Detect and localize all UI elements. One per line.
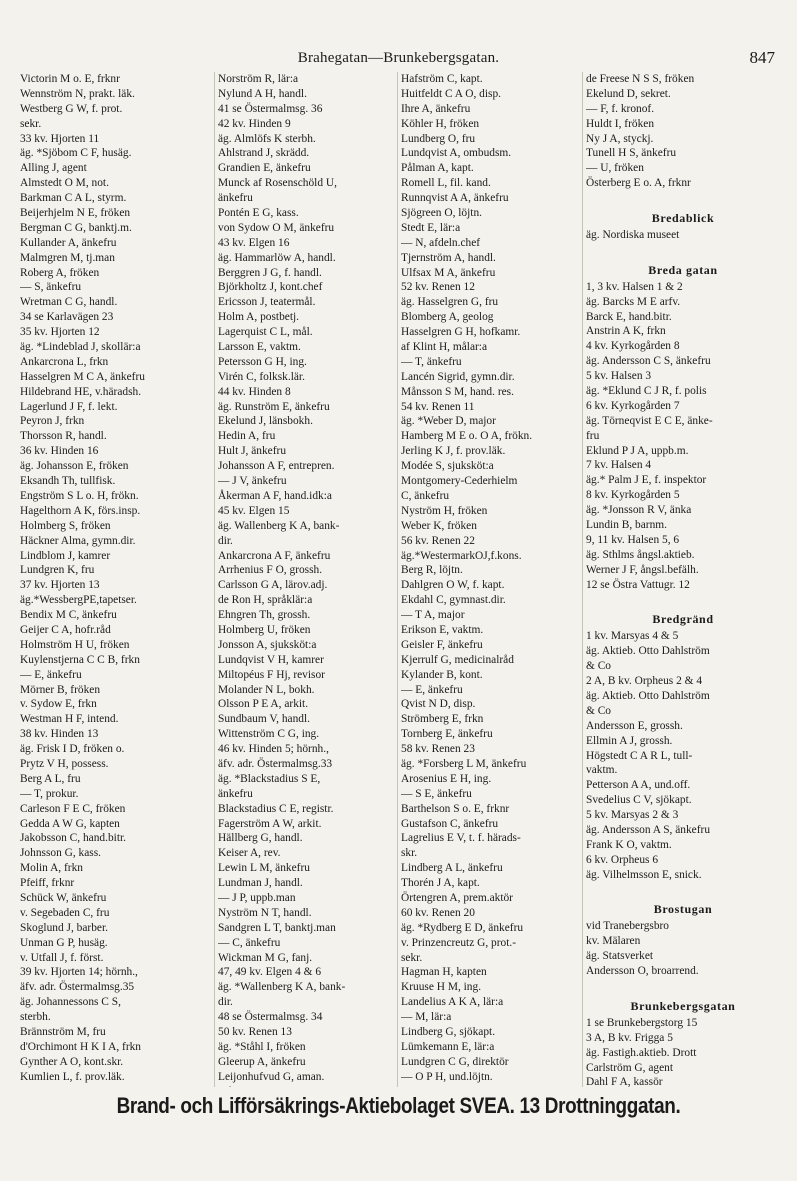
directory-entry: äfv. adr. Östermalmsg.33 xyxy=(218,757,333,770)
directory-entry: Beijerhjelm N E, fröken xyxy=(20,207,131,220)
directory-entry: Munck af Rosenschöld U, xyxy=(218,177,337,190)
column-divider xyxy=(397,72,398,1087)
directory-entry: Lagerlund J F, f. lekt. xyxy=(20,400,118,413)
directory-entry: Berggren J G, f. handl. xyxy=(218,266,322,279)
directory-entry: — T, änkefru xyxy=(401,355,462,368)
directory-entry: Pontén E G, kass. xyxy=(218,207,299,220)
directory-entry: kv. Mälaren xyxy=(586,935,641,948)
directory-entry: 35 kv. Hjorten 12 xyxy=(20,326,100,339)
directory-entry: äg. Andersson C S, änkefru xyxy=(586,355,711,368)
directory-entry: Barck E, hand.bitr. xyxy=(586,310,672,323)
directory-entry: äg.*WessbergPE,tapetser. xyxy=(20,594,137,607)
directory-entry: Blackstadius C E, registr. xyxy=(218,802,334,815)
directory-entry: äg. *Sjöbom C F, husäg. xyxy=(20,147,132,160)
directory-entry: Geisler F, änkefru xyxy=(401,638,483,651)
directory-entry: Prytz V H, possess. xyxy=(20,757,109,770)
directory-entry: 34 se Karlavägen 23 xyxy=(20,311,114,324)
directory-entry: Virén C, folksk.lär. xyxy=(218,370,305,383)
directory-entry: fru xyxy=(586,429,600,442)
directory-entry: sterbh. xyxy=(20,1011,51,1024)
directory-entry: Lindberg A L, änkefru xyxy=(401,862,503,875)
directory-entry: af Klint H, målar:a xyxy=(401,341,488,354)
directory-entry: änkefru xyxy=(218,787,253,800)
directory-entry: Olsson P E A, arkit. xyxy=(218,698,309,711)
directory-entry: Roberg A, fröken xyxy=(20,266,100,279)
directory-entry: äg. Johannessons C S, xyxy=(20,996,121,1009)
directory-entry: 7 kv. Halsen 4 xyxy=(586,459,652,472)
directory-entry: 44 kv. Hinden 8 xyxy=(218,385,291,398)
spacer xyxy=(586,979,780,994)
directory-entry: Lundman J, handl. xyxy=(218,877,303,890)
directory-entry: Gedda A W G, kapten xyxy=(20,817,120,830)
directory-entry: 52 kv. Renen 12 xyxy=(401,281,475,294)
directory-entry: Bendix M C, änkefru xyxy=(20,609,117,622)
directory-entry: Miltopéus F Hj, revisor xyxy=(218,668,325,681)
directory-entry: — F, f. kronof. xyxy=(586,102,655,115)
directory-entry: Norström R, lär:a xyxy=(218,73,299,85)
directory-entry: Tornberg E, änkefru xyxy=(401,728,493,741)
directory-entry: äg. Törneqvist E C E, änke- xyxy=(586,414,713,427)
directory-entry: vid Tranebergsbro xyxy=(586,920,670,933)
directory-entry: 1 kv. Marsyas 4 & 5 xyxy=(586,630,679,643)
directory-entry: äg. *Blackstadius S E, xyxy=(218,772,321,785)
directory-entry: äg. Aktieb. Otto Dahlström xyxy=(586,645,710,658)
directory-entry: 38 kv. Hinden 13 xyxy=(20,728,99,741)
directory-entry: 12 se Östra Vattugr. 12 xyxy=(586,578,690,591)
directory-entry: 5 kv. Marsyas 2 & 3 xyxy=(586,809,679,822)
directory-entry: Häckner Alma, gymn.dir. xyxy=(20,534,136,547)
directory-entry: Hasselgren M C A, änkefru xyxy=(20,370,145,383)
directory-entry: — T A, major xyxy=(401,609,465,622)
directory-entry: — U, fröken xyxy=(586,162,644,175)
advertisement-footer: Brand- och Lifförsäkrings-Aktiebolaget SVEA. 13 Drottninggatan. xyxy=(116,1093,681,1118)
directory-entry: 36 kv. Hinden 16 xyxy=(20,445,99,458)
directory-entry: äfv. adr. Östermalmsg.35 xyxy=(20,981,135,994)
directory-entry: Mörner B, fröken xyxy=(20,683,101,696)
directory-entry: Pfeiff, frknr xyxy=(20,877,75,890)
directory-entry: Werner J F, ångsl.befälh. xyxy=(586,563,699,576)
directory-entry: Gynther A O, kont.skr. xyxy=(20,1055,124,1068)
directory-entry: Johnsson G, kass. xyxy=(20,847,102,860)
directory-entry: Thorsson R, handl. xyxy=(20,430,107,443)
directory-entry: Weber K, fröken xyxy=(401,519,477,532)
directory-entry: Wennström N, prakt. läk. xyxy=(20,87,135,100)
directory-entry: Lewin L M, änkefru xyxy=(218,862,310,875)
directory-entry: Hedin A, fru xyxy=(218,430,276,443)
directory-entry: 56 kv. Renen 22 xyxy=(401,534,475,547)
directory-entry: Grandien E, änkefru xyxy=(218,162,311,175)
directory-entry: — T, prokur. xyxy=(20,787,79,800)
directory-entry: Strömberg E, frkn xyxy=(401,713,484,726)
directory-entry: vaktm. xyxy=(586,764,618,777)
directory-entry: Ekelund J, länsbokh. xyxy=(218,415,313,428)
directory-entry: — S, änkefru xyxy=(20,281,82,294)
directory-entry: äg. *Lindeblad J, skollär:a xyxy=(20,341,141,354)
directory-entry: Hildebrand HE, v.häradsh. xyxy=(20,385,142,398)
directory-entry: Jerling K J, f. prov.läk. xyxy=(401,445,506,458)
directory-entry: Andersson E, grossh. xyxy=(586,719,683,732)
directory-entry: Carlsson G A, lärov.adj. xyxy=(218,579,328,592)
directory-entry: Lundgren C G, direktör xyxy=(401,1055,509,1068)
directory-entry: Nyström H, fröken xyxy=(401,504,488,517)
directory-entry: äg. Hammarlöw A, handl. xyxy=(218,251,336,264)
column-2 xyxy=(218,72,394,1087)
directory-entry: Eksandh Th, tullfisk. xyxy=(20,475,116,488)
directory-entry: v. Segebaden C, fru xyxy=(20,906,110,919)
directory-entry: Bergman C G, banktj.m. xyxy=(20,221,132,234)
directory-entry: Lancén Sigrid, gymn.dir. xyxy=(401,370,515,383)
street-heading: Brunkebergsgatan xyxy=(630,998,736,1013)
directory-entry: 47, 49 kv. Elgen 4 & 6 xyxy=(218,966,322,979)
directory-entry: äg. *Wallenberg K A, bank- xyxy=(218,981,346,994)
street-heading: Brostugan xyxy=(653,902,713,917)
directory-entry: Qvist N D, disp. xyxy=(401,698,476,711)
page-number: 847 xyxy=(749,48,775,67)
directory-entry: Stedt E, lär:a xyxy=(401,221,461,234)
directory-entry: 58 kv. Renen 23 xyxy=(401,743,475,756)
directory-entry: Barkman C A L, styrm. xyxy=(20,192,127,205)
directory-entry xyxy=(218,1085,394,1087)
directory-entry: 4 kv. Kyrkogården 8 xyxy=(586,340,680,353)
directory-entry: — S E, änkefru xyxy=(401,787,472,800)
directory-entry: Svedelius C V, sjökapt. xyxy=(586,794,692,807)
directory-entry: äg. Andersson A S, änkefru xyxy=(586,823,711,836)
spacer xyxy=(586,593,780,608)
directory-entry: Ehngren Th, grossh. xyxy=(218,609,311,622)
directory-entry: Lindblom J, kamrer xyxy=(20,549,111,562)
directory-entry: Eklund P J A, uppb.m. xyxy=(586,444,689,457)
directory-entry: Berg R, löjtn. xyxy=(401,564,463,577)
directory-entry: Lundqvist V H, kamrer xyxy=(218,653,324,666)
directory-entry: äg. Almlöfs K sterbh. xyxy=(218,132,316,145)
directory-entry: Fagerström A W, arkit. xyxy=(218,817,322,830)
directory-entry: 50 kv. Renen 13 xyxy=(218,1026,292,1038)
directory-entry: Köhler H, fröken xyxy=(401,117,480,130)
directory-entry: Lundqvist A, ombudsm. xyxy=(401,147,512,160)
directory-entry: v. Utfall J, f. först. xyxy=(20,951,104,964)
column-divider xyxy=(582,72,583,1087)
directory-entry: — J P, uppb.man xyxy=(218,891,296,904)
directory-entry: Jakobsson C, hand.bitr. xyxy=(20,832,126,845)
directory-entry: äg. Fastigh.aktieb. Drott xyxy=(586,1046,697,1059)
directory-entry: Arosenius E H, ing. xyxy=(401,772,492,785)
directory-entry: Carlström G, agent xyxy=(586,1061,673,1074)
street-heading: Bredgränd xyxy=(652,612,714,627)
directory-entry: äg. *Forsberg L M, änkefru xyxy=(401,757,527,770)
directory-entry: 8 kv. Kyrkogården 5 xyxy=(586,489,680,502)
directory-entry: Hasselgren G H, hofkamr. xyxy=(401,326,521,339)
directory-entry: 39 kv. Hjorten 14; hörnh., xyxy=(20,966,138,979)
directory-entry: Hällberg G, handl. xyxy=(218,832,303,845)
page-header xyxy=(0,0,797,70)
directory-entry: Romell L, fil. kand. xyxy=(401,177,491,190)
directory-entry: Blomberg A, geolog xyxy=(401,311,494,324)
directory-entry: Skoglund J, barber. xyxy=(20,921,108,934)
directory-entry: 41 se Östermalmsg. 36 xyxy=(218,102,323,115)
directory-entry: Lagrelius E V, t. f. härads- xyxy=(401,832,521,845)
directory-entry: Berg A L, fru xyxy=(20,772,81,785)
directory-entry: — C, änkefru xyxy=(218,936,281,949)
directory-entry: Holmberg U, fröken xyxy=(218,623,311,636)
directory-entry: Kuylenstjerna C C B, frkn xyxy=(20,653,140,666)
directory-entry: Modée S, sjuksköt:a xyxy=(401,460,494,473)
directory-entry: Leijonhufvud G, aman. xyxy=(218,1070,325,1083)
directory-entry: Kjerrulf G, medicinalråd xyxy=(401,653,514,666)
directory-entry: 2 A, B kv. Orpheus 2 & 4 xyxy=(586,675,703,688)
directory-entry: Alling J, agent xyxy=(20,162,87,175)
directory-entry: — E, änkefru xyxy=(401,683,463,696)
directory-entry: Pålman A, kapt. xyxy=(401,162,474,175)
directory-entry: 6 kv. Orpheus 6 xyxy=(586,853,659,866)
directory-entry: Ihre A, änkefru xyxy=(401,102,471,115)
directory-entry: — E, änkefru xyxy=(20,668,82,681)
directory-entry: Nyström N T, handl. xyxy=(218,906,312,919)
directory-entry: Landelius A K A, lär:a xyxy=(401,996,504,1009)
directory-entry: äg. Statsverket xyxy=(586,950,654,963)
directory-entry: Lagerquist C L, mål. xyxy=(218,326,313,339)
directory-entry: äg. *Jonsson R V, änka xyxy=(586,504,692,517)
directory-entry: Dahl F A, kassör xyxy=(586,1076,663,1087)
directory-entry: Geijer C A, hofr.råd xyxy=(20,623,111,636)
directory-entry: Hamberg M E o. O A, frökn. xyxy=(401,430,533,443)
directory-entry: Lundgren K, fru xyxy=(20,564,95,577)
directory-entry: äg. *Ståhl I, fröken xyxy=(218,1040,306,1053)
spacer xyxy=(586,243,780,258)
directory-entry: äg. Barcks M E arfv. xyxy=(586,295,681,308)
directory-entry: äg.* Palm J E, f. inspektor xyxy=(586,474,707,487)
directory-entry: Huldt I, fröken xyxy=(586,117,655,130)
directory-entry: Örtengren A, prem.aktör xyxy=(401,891,513,904)
directory-entry: Ankarcrona A F, änkefru xyxy=(218,549,331,562)
directory-entry: von Sydow O M, änkefru xyxy=(218,221,335,234)
directory-entry: Nylund A H, handl. xyxy=(218,87,307,100)
directory-entry: 5 kv. Halsen 3 xyxy=(586,370,652,383)
directory-entry: Kylander B, kont. xyxy=(401,668,483,681)
directory-entry: Hafström C, kapt. xyxy=(401,73,483,85)
directory-entry: Montgomery-Cederhielm xyxy=(401,475,518,488)
directory-entry: Wittenström C G, ing. xyxy=(218,728,320,741)
directory-entry: Tunell H S, änkefru xyxy=(586,147,677,160)
directory-entry: äg. Runström E, änkefru xyxy=(218,400,330,413)
directory-entry: & Co xyxy=(586,704,612,717)
directory-entry: Petersson G H, ing. xyxy=(218,355,307,368)
directory-entry: — O P H, und.löjtn. xyxy=(401,1070,493,1083)
directory-entry: 45 kv. Elgen 15 xyxy=(218,504,290,517)
directory-entry: & Co xyxy=(586,660,612,673)
directory-entry: de Ron H, språklär:a xyxy=(218,594,313,607)
directory-entry: Petterson A A, und.off. xyxy=(586,779,691,792)
directory-entry: sekr. xyxy=(401,951,423,964)
directory-entry: Gustafson C, änkefru xyxy=(401,817,499,830)
directory-entry: Sjögreen O, löjtn. xyxy=(401,207,482,220)
directory-entry: änkefru xyxy=(218,192,253,205)
spacer xyxy=(586,883,780,898)
street-heading: Bredablick xyxy=(651,211,715,226)
directory-entry: 3 A, B kv. Frigga 5 xyxy=(586,1031,673,1044)
directory-entry: äg. *Weber D, major xyxy=(401,415,496,428)
directory-entry: äg. Johansson E, fröken xyxy=(20,460,129,473)
directory-entry: de Freese N S S, fröken xyxy=(586,73,695,85)
directory-entry: Jonsson A, sjuksköt:a xyxy=(218,638,317,651)
directory-columns xyxy=(20,72,780,1087)
directory-entry: Westman H F, intend. xyxy=(20,713,119,726)
directory-entry: C, änkefru xyxy=(401,489,450,502)
directory-entry: äg. Nordiska museet xyxy=(586,229,680,242)
directory-entry: Frank K O, vaktm. xyxy=(586,838,672,851)
directory-entry: Carleson F E C, fröken xyxy=(20,802,126,815)
directory-entry xyxy=(20,1085,212,1087)
directory-entry: Månsson S M, hand. res. xyxy=(401,385,514,398)
directory-entry: Sandgren L T, banktj.man xyxy=(218,921,336,934)
directory-entry: 60 kv. Renen 20 xyxy=(401,906,475,919)
directory-entry: äg. Frisk I D, fröken o. xyxy=(20,743,125,756)
directory-entry: 43 kv. Elgen 16 xyxy=(218,236,290,249)
directory-entry: 54 kv. Renen 11 xyxy=(401,400,475,413)
directory-entry: äg. Vilhelmsson E, snick. xyxy=(586,868,702,881)
directory-entry: Kullander A, änkefru xyxy=(20,236,117,249)
directory-entry: Thorén J A, kapt. xyxy=(401,877,480,890)
directory-entry: Lundberg O, fru xyxy=(401,132,476,145)
column-3 xyxy=(401,72,579,1087)
spacer xyxy=(586,191,780,206)
directory-entry: — M, lär:a xyxy=(401,1011,452,1024)
directory-entry: Hult J, änkefru xyxy=(218,445,287,458)
directory-entry: Holmström H U, fröken xyxy=(20,638,130,651)
directory-entry: Ankarcrona L, frkn xyxy=(20,355,109,368)
directory-entry: äg. Hasselgren G, fru xyxy=(401,296,499,309)
directory-entry xyxy=(401,1085,579,1087)
directory-entry: Lümkemann E, lär:a xyxy=(401,1040,495,1053)
directory-entry: Dahlgren O W, f. kapt. xyxy=(401,579,505,592)
directory-entry: 9, 11 kv. Halsen 5, 6 xyxy=(586,533,680,546)
directory-entry: Larsson E, vaktm. xyxy=(218,341,301,354)
directory-entry: 42 kv. Hinden 9 xyxy=(218,117,291,130)
directory-entry: Högstedt C A R L, tull- xyxy=(586,749,693,762)
directory-entry: Ulfsax M A, änkefru xyxy=(401,266,496,279)
directory-entry: — N, afdeln.chef xyxy=(401,236,481,249)
directory-entry: Schück W, änkefru xyxy=(20,891,107,904)
directory-entry: Almstedt O M, not. xyxy=(20,177,109,190)
directory-entry: Sundbaum V, handl. xyxy=(218,713,310,726)
directory-entry: Holmberg S, fröken xyxy=(20,519,111,532)
directory-entry: d'Orchimont H K I A, frkn xyxy=(20,1040,142,1053)
directory-entry: 1, 3 kv. Halsen 1 & 2 xyxy=(586,280,683,293)
directory-entry: Engström S L o. H, frökn. xyxy=(20,489,139,502)
directory-entry: Österberg E o. A, frknr xyxy=(586,177,691,190)
directory-entry: Björkholtz J, kont.chef xyxy=(218,281,323,294)
directory-entry: 6 kv. Kyrkogården 7 xyxy=(586,399,680,412)
directory-entry: äg. *Eklund C J R, f. polis xyxy=(586,385,707,398)
directory-entry: skr. xyxy=(401,847,418,860)
directory-entry: Ericsson J, teatermål. xyxy=(218,296,316,309)
directory-entry: Brännström M, fru xyxy=(20,1026,106,1038)
directory-entry: dir. xyxy=(218,534,233,547)
directory-entry: äg. *Rydberg E D, änkefru xyxy=(401,921,524,934)
directory-entry: Westberg G W, f. prot. xyxy=(20,102,123,115)
directory-entry: Hagman H, kapten xyxy=(401,966,487,979)
directory-entry: Molander N L, bokh. xyxy=(218,683,315,696)
directory-entry: 33 kv. Hjorten 11 xyxy=(20,132,100,145)
directory-entry: Runnqvist A A, änkefru xyxy=(401,192,509,205)
directory-entry: Keiser A, rev. xyxy=(218,847,281,860)
directory-entry: v. Prinzencreutz G, prot.- xyxy=(401,936,517,949)
directory-entry: Ekdahl C, gymnast.dir. xyxy=(401,594,506,607)
directory-entry: Barthelson S o. E, frknr xyxy=(401,802,510,815)
directory-entry: — J V, änkefru xyxy=(218,475,287,488)
directory-entry: Hagelthorn A K, förs.insp. xyxy=(20,504,141,517)
directory-entry: sekr. xyxy=(20,117,42,130)
directory-entry: Wretman C G, handl. xyxy=(20,296,118,309)
directory-entry: Unman G P, husäg. xyxy=(20,936,108,949)
page-title: Brahegatan—Brunkebergsgatan. xyxy=(297,50,500,66)
street-heading: Breda gatan xyxy=(648,262,718,277)
directory-entry: Ny J A, styckj. xyxy=(586,132,654,145)
directory-entry: äg. Wallenberg K A, bank- xyxy=(218,519,340,532)
directory-entry: Wickman M G, fanj. xyxy=(218,951,313,964)
directory-entry: Holm A, postbetj. xyxy=(218,311,300,324)
directory-entry: Ellmin A J, grossh. xyxy=(586,734,673,747)
directory-entry: Molin A, frkn xyxy=(20,862,83,875)
directory-entry: äg.*WestermarkOJ,f.kons. xyxy=(401,549,522,562)
directory-entry: Huitfeldt C A O, disp. xyxy=(401,87,501,100)
directory-entry: Victorin M o. E, frknr xyxy=(20,73,120,85)
directory-entry: dir. xyxy=(218,996,233,1009)
directory-entry: Kruuse H M, ing. xyxy=(401,981,482,994)
directory-entry: Ahlstrand J, skrädd. xyxy=(218,147,310,160)
column-divider xyxy=(214,72,215,1087)
directory-entry: Erikson E, vaktm. xyxy=(401,623,484,636)
directory-entry: Ekelund D, sekret. xyxy=(586,87,671,100)
directory-entry: Lundin B, barnm. xyxy=(586,519,667,532)
directory-entry: Tjernström A, handl. xyxy=(401,251,496,264)
directory-entry: Peyron J, frkn xyxy=(20,415,85,428)
directory-entry: Åkerman A F, hand.idk:a xyxy=(218,489,332,502)
directory-entry: 46 kv. Hinden 5; hörnh., xyxy=(218,743,329,756)
directory-entry: v. Sydow E, frkn xyxy=(20,698,97,711)
directory-entry: 1 se Brunkebergstorg 15 xyxy=(586,1016,698,1029)
directory-entry: äg. Sthlms ångsl.aktieb. xyxy=(586,548,695,561)
directory-entry: Kumlien L, f. prov.läk. xyxy=(20,1070,125,1083)
column-1 xyxy=(20,72,212,1087)
column-4 xyxy=(586,72,780,1087)
directory-entry: Johansson A F, entrepren. xyxy=(218,460,335,473)
directory-entry: Lindberg G, sjökapt. xyxy=(401,1026,496,1038)
directory-entry: äg. Aktieb. Otto Dahlström xyxy=(586,689,710,702)
directory-entry: Arrhenius F O, grossh. xyxy=(218,564,323,577)
directory-entry: Anstrin A K, frkn xyxy=(586,325,666,338)
directory-entry: 48 se Östermalmsg. 34 xyxy=(218,1011,323,1024)
directory-entry: Malmgren M, tj.man xyxy=(20,251,115,264)
directory-entry: 37 kv. Hjorten 13 xyxy=(20,579,100,592)
directory-entry: Andersson O, broarrend. xyxy=(586,965,699,978)
directory-entry: Gleerup A, änkefru xyxy=(218,1055,306,1068)
